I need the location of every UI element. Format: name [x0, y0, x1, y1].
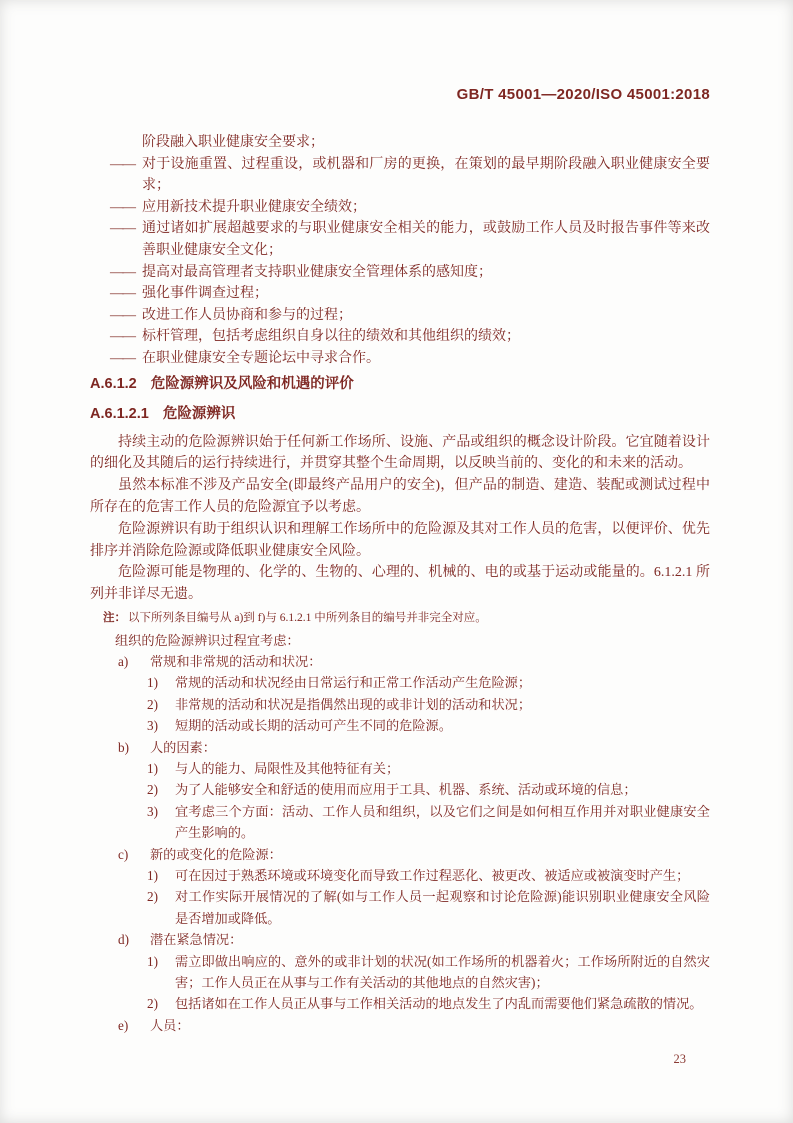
list-item-c [90, 844, 710, 865]
clause-number: A.6.1.2 [90, 375, 137, 392]
dash-marker: —— [110, 329, 134, 345]
clause-title: 危险源辨识 [162, 405, 236, 422]
paragraph: 危险源辨识有助于组织认识和理解工作场所中的危险源及其对工作人员的危害，以便评价、优先排序并消除危险源或降低职业健康安全风险。 [90, 521, 710, 559]
dash-item-text: 标杆管理，包括考虑组织自身以往的绩效和其他组织的绩效； [142, 329, 520, 345]
list-item-title: 人的因素： [150, 739, 216, 755]
sub-item-label: 1) [147, 675, 158, 691]
sub-item-text: 需立即做出响应的、意外的或非计划的状况(如工作场所的机器着火；工作场所附近的自然灾害；工作人员正在从事与工作有关活动的其他地点的自然灾害)； [175, 953, 710, 990]
sub-item [90, 951, 710, 994]
sub-item-label: 1) [147, 867, 158, 883]
dash-item-text: 对于设施重置、过程重设，或机器和厂房的更换，在策划的最早期阶段融入职业健康安全要求； [142, 156, 710, 194]
sub-item-text: 宜考虑三个方面：活动、工作人员和组织，以及它们之间是如何相互作用并对职业健康安全产生影响的。 [175, 803, 710, 841]
list-item-a [90, 651, 710, 672]
sub-item-text: 包括诸如在工作人员正从事与工作相关活动的地点发生了内乱而需要他们紧急疏散的情况。 [175, 996, 703, 1012]
clause-heading-a612 [90, 374, 710, 394]
clause-heading-a6121 [90, 404, 710, 424]
sub-item-text: 非常规的活动和状况是指偶然出现的或非计划的活动和状况； [175, 696, 532, 712]
note-label: 注： [103, 611, 126, 624]
sub-item [90, 672, 710, 693]
dash-list-item [90, 348, 710, 370]
list-item-title: 新的或变化的危险源： [150, 846, 282, 862]
hazard-identification-list [90, 651, 710, 1036]
list-item-label: d) [118, 932, 129, 948]
clause-title: 危险源辨识及风险和机遇的评价 [150, 375, 354, 392]
body-paragraphs [90, 432, 710, 606]
sub-item-text: 为了人能够安全和舒适的使用而应用于工具、机器、系统、活动或环境的信息； [175, 782, 637, 798]
list-item-label: e) [118, 1017, 129, 1033]
sub-item [90, 779, 710, 800]
dash-marker: —— [110, 199, 134, 215]
sub-item-label: 2) [147, 889, 158, 905]
note-block [103, 608, 710, 628]
dash-marker: —— [110, 307, 134, 323]
sub-item-text: 常规的活动和状况经由日常运行和正常工作活动产生危险源； [175, 675, 532, 691]
sub-item-label: 1) [147, 953, 158, 969]
dash-item-text: 应用新技术提升职业健康安全绩效； [142, 199, 366, 215]
dash-list-item [90, 326, 710, 348]
page-number: 23 [673, 1052, 686, 1067]
sub-item [90, 865, 710, 886]
list-item-e [90, 1015, 710, 1036]
list-item-title: 潜在紧急情况： [150, 932, 243, 948]
sub-item [90, 758, 710, 779]
sub-item-label: 2) [147, 996, 158, 1012]
sub-item [90, 715, 710, 736]
sub-item-text: 与人的能力、局限性及其他特征有关； [175, 760, 400, 776]
hazard-list-intro: 组织的危险源辨识过程宜考虑： [115, 632, 300, 648]
dash-list-item [90, 283, 710, 305]
dash-marker: —— [110, 350, 134, 366]
sub-item [90, 694, 710, 715]
dash-marker: —— [110, 156, 134, 172]
dash-list-item [90, 197, 710, 219]
dash-list-item [90, 154, 710, 197]
dash-list-item [90, 305, 710, 327]
sub-item-label: 1) [147, 760, 158, 776]
list-item-label: b) [118, 739, 129, 755]
dash-item-text: 在职业健康安全专题论坛中寻求合作。 [142, 350, 380, 366]
dash-item-text: 强化事件调查过程； [142, 286, 268, 302]
note-text: 以下所列条目编号从 a)到 f)与 6.1.2.1 中所列条目的编号并非完全对应。 [128, 611, 487, 624]
list-item-title: 人员： [150, 1017, 190, 1033]
paragraph: 危险源可能是物理的、化学的、生物的、心理的、机械的、电的或基于运动或能量的。6.1.2.1 所列并非详尽无遗。 [90, 565, 710, 603]
paragraph: 虽然本标准不涉及产品安全(即最终产品用户的安全)，但产品的制造、建造、装配或测试过程中所存在的危害工作人员的危险源宜予以考虑。 [90, 478, 710, 515]
sub-item [90, 886, 710, 929]
dash-list-item [90, 262, 710, 284]
sub-item-text: 对工作实际开展情况的了解(如与工作人员一起观察和讨论危险源)能识别职业健康安全风险是否增加或降低。 [175, 889, 710, 926]
paragraph: 持续主动的危险源辨识始于任何新工作场所、设施、产品或组织的概念设计阶段。它宜随着设计的细化及其随后的运行持续进行，并贯穿其整个生命周期，以反映当前的、变化的和未来的活动。 [90, 434, 710, 472]
sub-item-label: 3) [147, 803, 158, 819]
dash-item-text: 改进工作人员协商和参与的过程； [142, 307, 352, 323]
list-item-b [90, 737, 710, 758]
sub-item-label: 2) [147, 782, 158, 798]
dash-item-text: 通过诸如扩展超越要求的与职业健康安全相关的能力，或鼓励工作人员及时报告事件等来改善职业健康安全文化； [142, 221, 710, 258]
dash-item-text: 提高对最高管理者支持职业健康安全管理体系的感知度； [142, 264, 492, 280]
sub-item-label: 3) [147, 718, 158, 734]
dash-list-item [90, 218, 710, 261]
list-item-label: a) [118, 653, 129, 669]
list-item-title: 常规和非常规的活动和状况： [150, 653, 322, 669]
list-item-d [90, 929, 710, 950]
document-header [90, 86, 710, 104]
dash-marker: —— [110, 286, 134, 302]
sub-item-label: 2) [147, 696, 158, 712]
sub-item [90, 801, 710, 844]
sub-item-text: 短期的活动或长期的活动可产生不同的危险源。 [175, 718, 452, 734]
dash-marker: —— [110, 221, 134, 237]
dash-marker: —— [110, 264, 134, 280]
list-continuation-line: 阶段融入职业健康安全要求； [142, 135, 324, 150]
sub-item-text: 可在因过于熟悉环境或环境变化而导致工作过程恶化、被更改、被适应或被演变时产生； [175, 867, 690, 883]
standard-number: GB/T 45001—2020/ISO 45001:2018 [456, 86, 710, 103]
sub-item [90, 993, 710, 1014]
dash-bullet-list [90, 132, 710, 370]
list-item-label: c) [118, 846, 129, 862]
clause-number: A.6.1.2.1 [90, 405, 149, 422]
